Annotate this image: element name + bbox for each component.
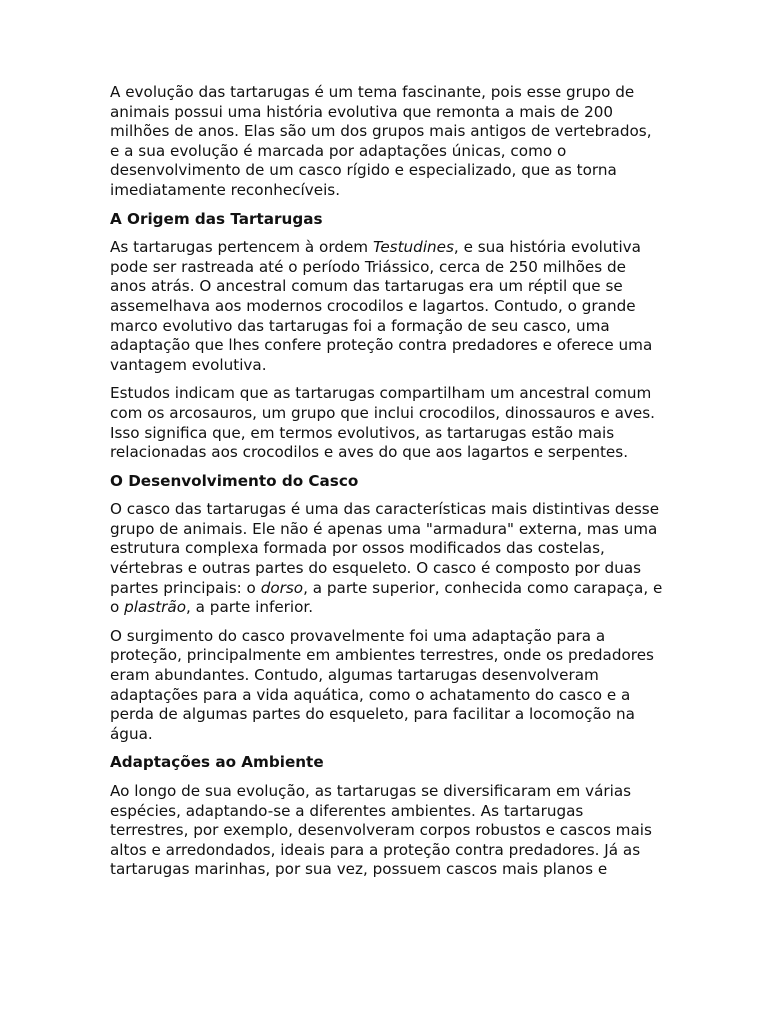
casco-paragraph-1 — [110, 500, 664, 618]
origem-paragraph-2: Estudos indicam que as tartarugas compartilham um ancestral comum com os arcosauros, um grupo que inclui crocodilos, dinossauros e aves. Isso significa que, em termos evolutivos, as tartarugas estão mais relacionadas aos crocodilos e aves do que aos lagartos e serpentes. — [110, 384, 655, 462]
adaptacoes-paragraph-1: Ao longo de sua evolução, as tartarugas se diversificaram em várias espécies, adaptando-se a diferentes ambientes. As tartarugas terrestres, por exemplo, desenvolveram corpos robustos e cascos mais altos e arredondados, ideais para a proteção contra predadores. Já as tartarugas marinhas, por sua vez, possuem cascos mais planos e — [110, 782, 652, 879]
section-heading-casco: O Desenvolvimento do Casco — [110, 471, 359, 490]
casco-text-a: O casco das tartarugas é uma das características mais distintivas desse grupo de animais. Ele não é apenas uma "armadura" externa, mas uma estrutura complexa formada por ossos modificados das costelas, vértebras e outras partes do esqueleto. O casco é composto por duas partes principais: o — [110, 500, 660, 597]
origem-text-b: , e sua história evolutiva pode ser rastreada até o período Triássico, cerca de 250 milhões de anos atrás. O ancestral comum das tartarugas era um réptil que se assemelhava aos modernos crocodilos e lagartos. Contudo, o grande marco evolutivo das tartarugas foi a formação de seu casco, uma adaptação que lhes confere proteção contra predadores e oferece uma vantagem evolutiva. — [110, 238, 653, 374]
casco-text-b: , a parte superior, conhecida como carapaça, e o — [110, 578, 663, 617]
casco-paragraph-2: O surgimento do casco provavelmente foi uma adaptação para a proteção, principalmente em ambientes terrestres, onde os predadores eram abundantes. Contudo, algumas tartarugas desenvolveram adaptações para a vida aquática, como o achatamento do casco e a perda de algumas partes do esqueleto, para facilitar a locomoção na água. — [110, 626, 654, 743]
plastrao-term: plastrão — [124, 598, 187, 617]
origem-text-a: As tartarugas pertencem à ordem — [110, 238, 373, 257]
dorso-term: dorso — [260, 578, 304, 597]
section-heading-origem: A Origem das Tartarugas — [110, 209, 323, 228]
testudines-term: Testudines — [372, 238, 454, 257]
section-heading-adaptacoes: Adaptações ao Ambiente — [110, 753, 324, 772]
intro-paragraph: A evolução das tartarugas é um tema fascinante, pois esse grupo de animais possui uma história evolutiva que remonta a mais de 200 milhões de anos. Elas são um dos grupos mais antigos de vertebrados, e a sua evolução é marcada por adaptações únicas, como o desenvolvimento de um casco rígido e especializado, que as torna imediatamente reconhecíveis. — [110, 83, 652, 199]
origem-paragraph-1 — [110, 238, 664, 375]
casco-text-c: , a parte inferior. — [186, 598, 314, 617]
